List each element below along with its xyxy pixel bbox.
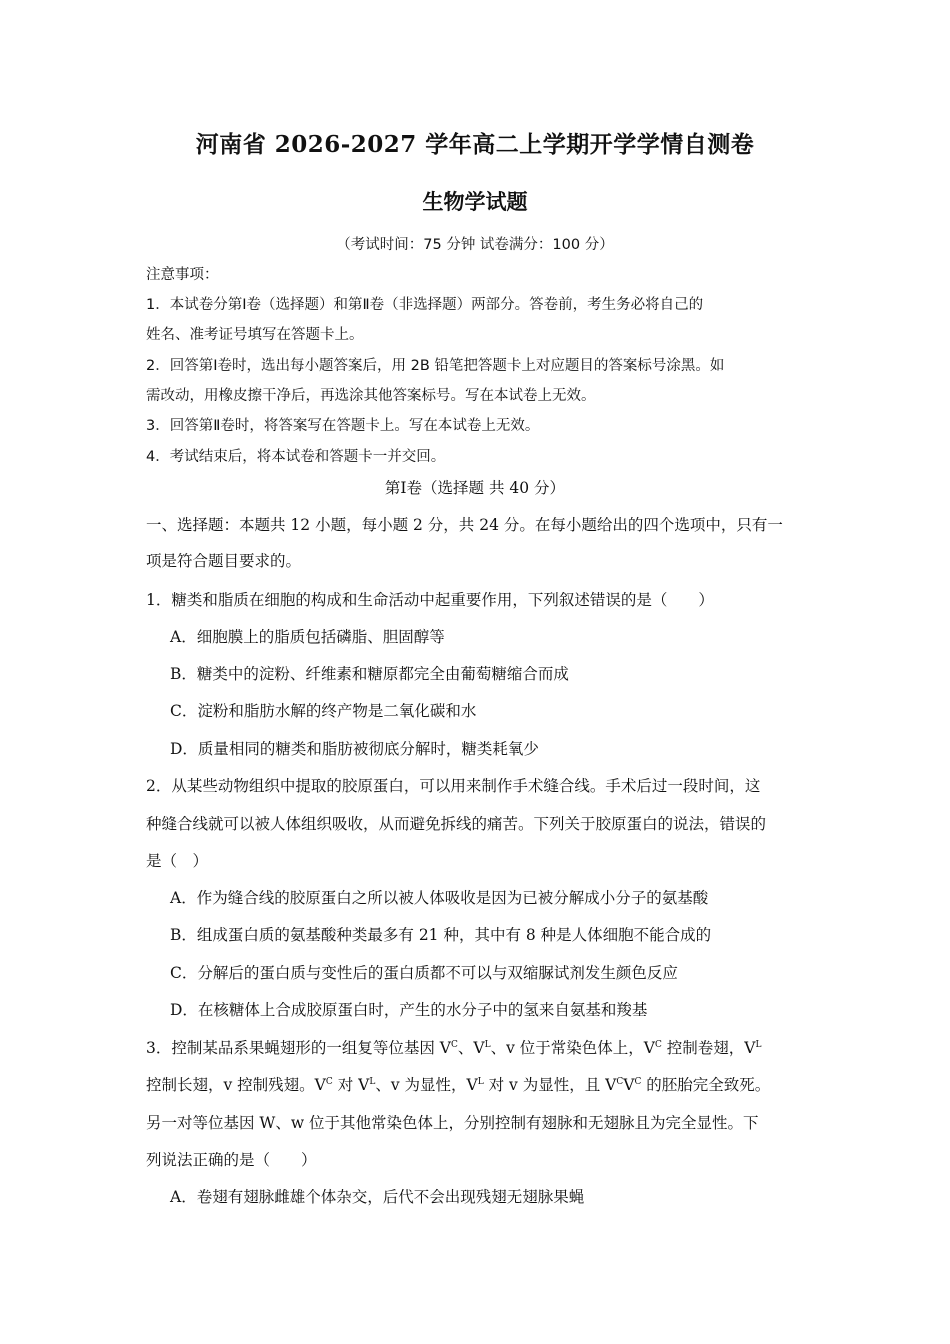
question-1-option-c: C．淀粉和脂肪水解的终产物是二氧化碳和水 (170, 702, 477, 720)
question-2-option-d: D．在核糖体上合成胶原蛋白时，产生的水分子中的氢来自氨基和羧基 (170, 1001, 648, 1019)
allele-superscript: L (484, 1040, 491, 1050)
q3-text: 对 v 为显性，且 V (483, 1076, 617, 1094)
question-2-option-b: B．组成蛋白质的氨基酸种类最多有 21 种，其中有 8 种是人体细胞不能合成的 (170, 926, 712, 944)
question-2-stem: 种缝合线就可以被人体组织吸收，从而避免拆线的痛苦。下列关于胶原蛋白的说法，错误的 (146, 815, 767, 833)
question-3-stem (146, 1073, 826, 1095)
notice-line: 需改动，用橡皮擦干净后，再选涂其他答案标号。写在本试卷上无效。 (146, 388, 596, 404)
q3-text: V (623, 1076, 635, 1094)
allele-superscript: L (477, 1077, 484, 1087)
question-3-stem: 另一对等位基因 W、w 位于其他常染色体上，分别控制有翅脉和无翅脉且为完全显性。下 (146, 1114, 759, 1132)
question-1-stem: 1．糖类和脂质在细胞的构成和生命活动中起重要作用，下列叙述错误的是（ ） (146, 591, 714, 609)
q3-text: 对 V (332, 1076, 370, 1094)
question-2-stem: 2．从某些动物组织中提取的胶原蛋白，可以用来制作手术缝合线。手术后过一段时间，这 (146, 777, 761, 795)
document-subtitle: 生物学试题 (422, 189, 528, 214)
allele-superscript: C (450, 1040, 458, 1050)
question-2-stem: 是（ ） (146, 852, 209, 870)
allele-superscript: C (634, 1077, 642, 1087)
section-heading: 第Ⅰ卷（选择题 共 40 分） (384, 479, 566, 497)
question-1-option-a: A．细胞膜上的脂质包括磷脂、胆固醇等 (170, 628, 445, 646)
allele-superscript: L (755, 1040, 762, 1050)
notice-line: 1．本试卷分第Ⅰ卷（选择题）和第Ⅱ卷（非选择题）两部分。答卷前，考生务必将自己的 (146, 297, 704, 313)
question-3-stem: 列说法正确的是（ ） (146, 1151, 317, 1169)
q3-text: 3．控制某品系果蝇翅形的一组复等位基因 V (146, 1039, 451, 1057)
allele-superscript: C (325, 1077, 333, 1087)
question-3-option-a: A．卷翅有翅脉雌雄个体杂交，后代不会出现残翅无翅脉果蝇 (170, 1188, 585, 1206)
document-title: 河南省 2026-2027 学年高二上学期开学学情自测卷 (195, 131, 755, 158)
q3-text: 、V (457, 1039, 485, 1057)
q3-text: 控制长翅，v 控制残翅。V (146, 1076, 326, 1094)
q3-text: 的胚胎完全致死。 (641, 1076, 771, 1094)
q3-text: 、v 位于常染色体上，V (490, 1039, 655, 1057)
question-2-option-c: C．分解后的蛋白质与变性后的蛋白质都不可以与双缩脲试剂发生颜色反应 (170, 964, 678, 982)
notice-line: 姓名、准考证号填写在答题卡上。 (146, 327, 364, 343)
question-1-option-b: B．糖类中的淀粉、纤维素和糖原都完全由葡萄糖缩合而成 (170, 665, 569, 683)
section-intro-line: 一、选择题：本题共 12 小题，每小题 2 分，共 24 分。在每小题给出的四个选项中，只有一 (146, 516, 783, 534)
allele-superscript: L (369, 1077, 376, 1087)
exam-info: （考试时间：75 分钟 试卷满分：100 分） (336, 237, 614, 253)
notice-line: 3．回答第Ⅱ卷时，将答案写在答题卡上。写在本试卷上无效。 (146, 418, 540, 434)
question-1-option-d: D．质量相同的糖类和脂肪被彻底分解时，糖类耗氧少 (170, 740, 539, 758)
allele-superscript: C (654, 1040, 662, 1050)
allele-superscript: C (616, 1077, 624, 1087)
q3-text: 控制卷翅，V (661, 1039, 756, 1057)
section-intro-line: 项是符合题目要求的。 (146, 552, 302, 570)
notice-line: 2．回答第Ⅰ卷时，选出每小题答案后，用 2B 铅笔把答题卡上对应题目的答案标号涂黑。如 (146, 358, 725, 374)
question-3-stem (146, 1036, 826, 1058)
notice-line: 4．考试结束后，将本试卷和答题卡一并交回。 (146, 449, 446, 465)
notice-heading: 注意事项： (146, 267, 219, 283)
question-2-option-a: A．作为缝合线的胶原蛋白之所以被人体吸收是因为已被分解成小分子的氨基酸 (170, 889, 709, 907)
q3-text: 、v 为显性，V (375, 1076, 478, 1094)
